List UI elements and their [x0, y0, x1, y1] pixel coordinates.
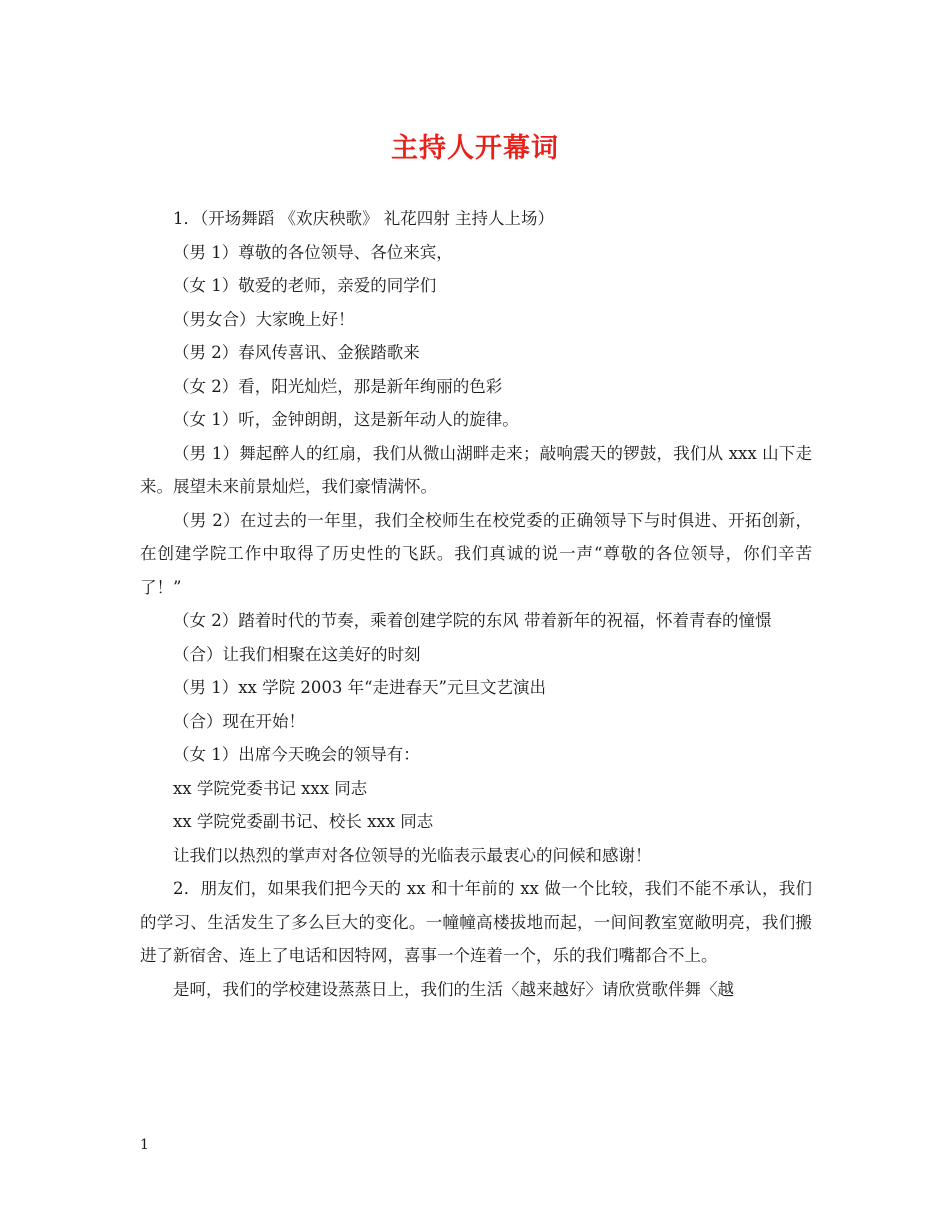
paragraph: （男 2）春风传喜讯、金猴踏歌来 [173, 343, 420, 362]
paragraph: 2．朋友们，如果我们把今天的 xx 和十年前的 xx 做一个比较，我们不能不承认，我们的学习、生活发生了多么巨大的变化。一幢幢高楼拔地而起，一间间教室宽敞明亮，我们搬进了新宿舍、连上了电话和因特网，喜事一个连着一个，乐的我们嘴都合不上。 [140, 879, 812, 965]
paragraph: （合）现在开始！ [173, 711, 305, 731]
paragraph: （男女合）大家晚上好！ [173, 309, 355, 329]
page-number: 1 [140, 1137, 149, 1153]
paragraph: （女 2）看，阳光灿烂，那是新年绚丽的色彩 [173, 376, 503, 396]
paragraph: xx 学院党委书记 xxx 同志 [173, 778, 368, 798]
paragraph: （男 1）xx 学院 2003 年“走进春天”元旦文艺演出 [173, 678, 546, 697]
paragraph: （男 2）在过去的一年里，我们全校师生在校党委的正确领导下与时俱进、开拓创新，在创建学院工作中取得了历史性的飞跃。我们真诚的说一声“尊敬的各位领导，你们辛苦了！” [140, 510, 812, 597]
paragraph: （女 1）出席今天晚会的领导有： [173, 745, 420, 764]
paragraph: xx 学院党委副书记、校长 xxx 同志 [173, 812, 434, 831]
paragraph: （男 1）舞起醉人的红扇，我们从微山湖畔走来；敲响震天的锣鼓，我们从 xxx 山下走来。展望未来前景灿烂，我们豪情满怀。 [140, 443, 812, 496]
paragraph: （男 1）尊敬的各位领导、各位来宾， [173, 242, 453, 262]
document-title: 主持人开幕词 [391, 133, 559, 164]
paragraph: （女 2）踏着时代的节奏，乘着创建学院的东风 带着新年的祝福，怀着青春的憧憬 [173, 611, 772, 630]
paragraph: 让我们以热烈的掌声对各位领导的光临表示最衷心的问候和感谢！ [173, 845, 652, 865]
paragraph: （女 1）敬爱的老师，亲爱的同学们 [173, 276, 437, 295]
document-body [140, 202, 812, 1006]
paragraph: （合）让我们相聚在这美好的时刻 [173, 644, 421, 664]
paragraph: （女 1）听，金钟朗朗，这是新年动人的旋律。 [173, 410, 519, 429]
paragraph: 是呵，我们的学校建设蒸蒸日上，我们的生活〈越来越好〉请欣赏歌伴舞〈越 [173, 979, 734, 999]
paragraph: 1．（开场舞蹈 《欢庆秧歌》 礼花四射 主持人上场） [173, 209, 554, 228]
